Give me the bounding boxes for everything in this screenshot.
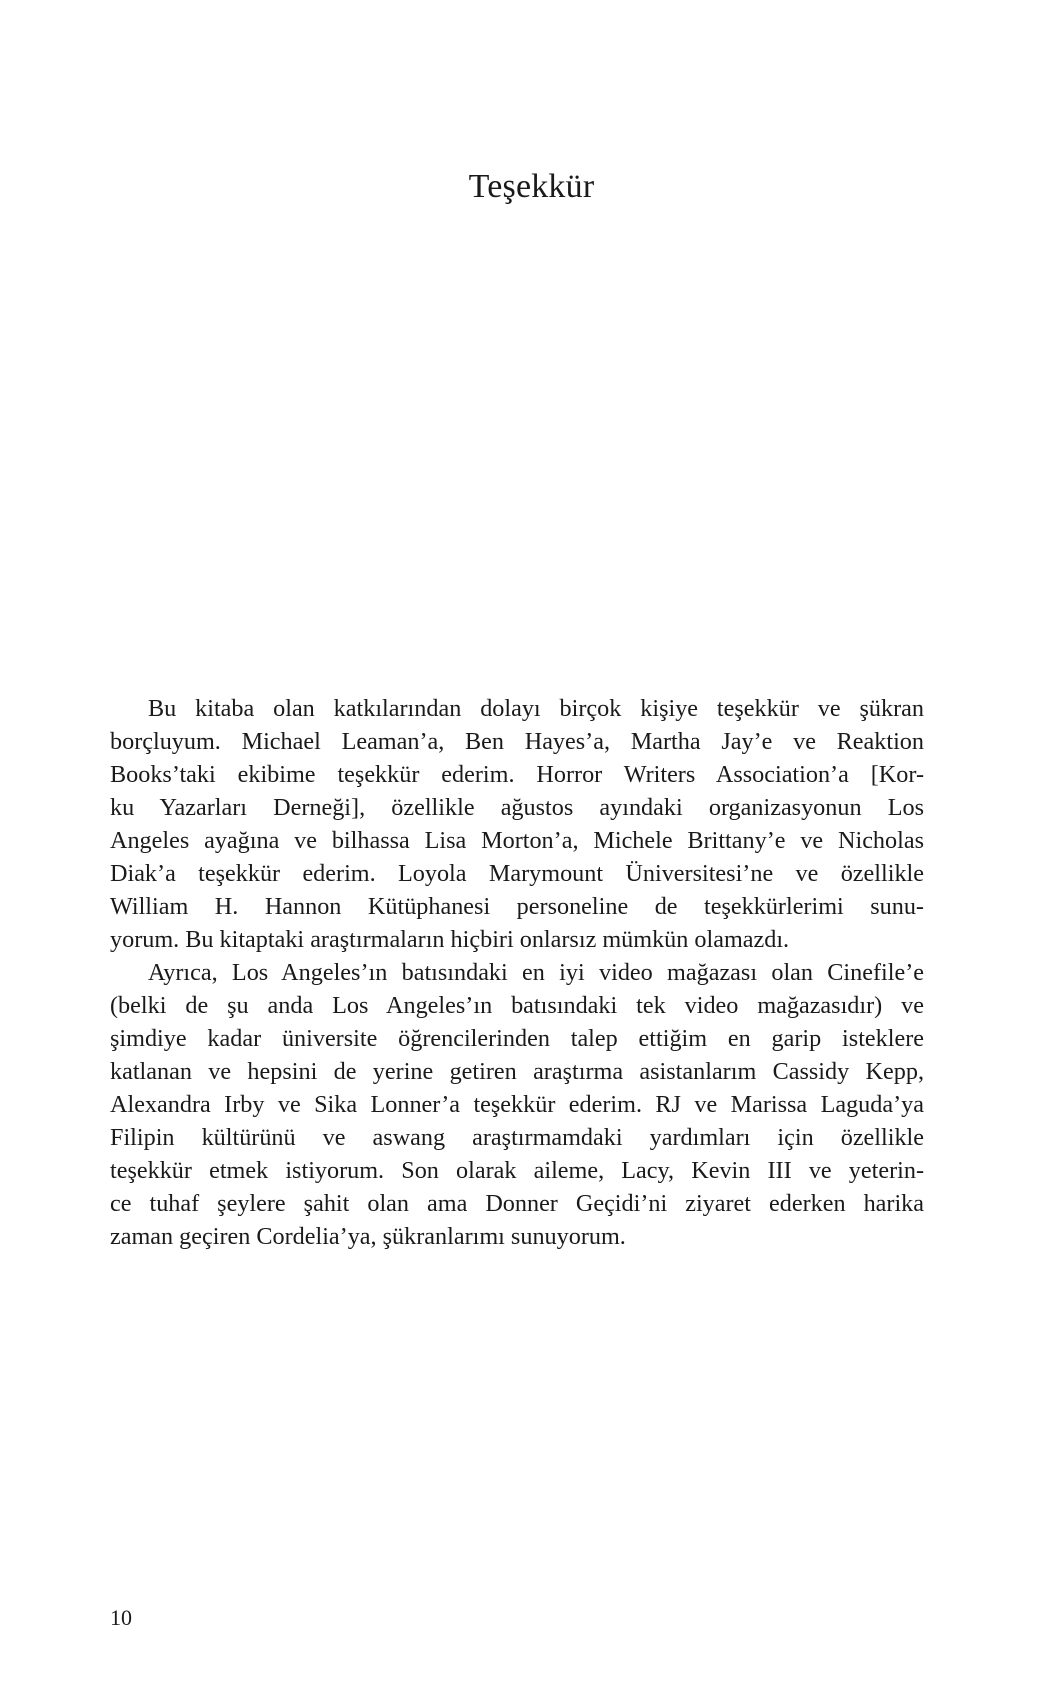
- text-line: William H. Hannon Kütüphanesi personeline de teşekkürlerimi sunu-: [110, 893, 924, 920]
- body-text: [110, 692, 924, 1253]
- chapter-title: Teşekkür: [468, 168, 595, 205]
- text-line: şimdiye kadar üniversite öğrencilerinden talep ettiğim en garip isteklere: [110, 1025, 924, 1052]
- text-line: ku Yazarları Derneği], özellikle ağustos ayındaki organizasyonun Los: [110, 794, 924, 821]
- text-line: Alexandra Irby ve Sika Lonner’a teşekkür ederim. RJ ve Marissa Laguda’ya: [110, 1091, 924, 1118]
- text-line: yorum. Bu kitaptaki araştırmaların hiçbiri onlarsız mümkün olamazdı.: [110, 926, 790, 953]
- text-line: katlanan ve hepsini de yerine getiren araştırma asistanlarım Cassidy Kepp,: [110, 1058, 924, 1085]
- text-line: ce tuhaf şeylere şahit olan ama Donner Geçidi’ni ziyaret ederken harika: [110, 1190, 924, 1217]
- text-line: Books’taki ekibime teşekkür ederim. Horror Writers Association’a [Kor-: [110, 761, 924, 788]
- text-line: Filipin kültürünü ve aswang araştırmamdaki yardımları için özellikle: [110, 1124, 924, 1151]
- text-line: teşekkür etmek istiyorum. Son olarak aileme, Lacy, Kevin III ve yeterin-: [110, 1157, 924, 1184]
- page-number: 10: [110, 1605, 132, 1630]
- text-line: Ayrıca, Los Angeles’ın batısındaki en iyi video mağazası olan Cinefile’e: [148, 959, 924, 986]
- text-line: zaman geçiren Cordelia’ya, şükranlarımı sunuyorum.: [110, 1223, 626, 1250]
- text-line: Bu kitaba olan katkılarından dolayı birçok kişiye teşekkür ve şükran: [148, 695, 924, 722]
- text-line: (belki de şu anda Los Angeles’ın batısındaki tek video mağazasıdır) ve: [110, 992, 924, 1019]
- paragraph-1: [110, 692, 924, 956]
- text-line: Angeles ayağına ve bilhassa Lisa Morton’a, Michele Brittany’e ve Nicholas: [110, 827, 924, 854]
- text-line: borçluyum. Michael Leaman’a, Ben Hayes’a, Martha Jay’e ve Reaktion: [110, 728, 924, 755]
- paragraph-2: [110, 956, 924, 1253]
- text-line: Diak’a teşekkür ederim. Loyola Marymount Üniversitesi’ne ve özellikle: [110, 860, 924, 887]
